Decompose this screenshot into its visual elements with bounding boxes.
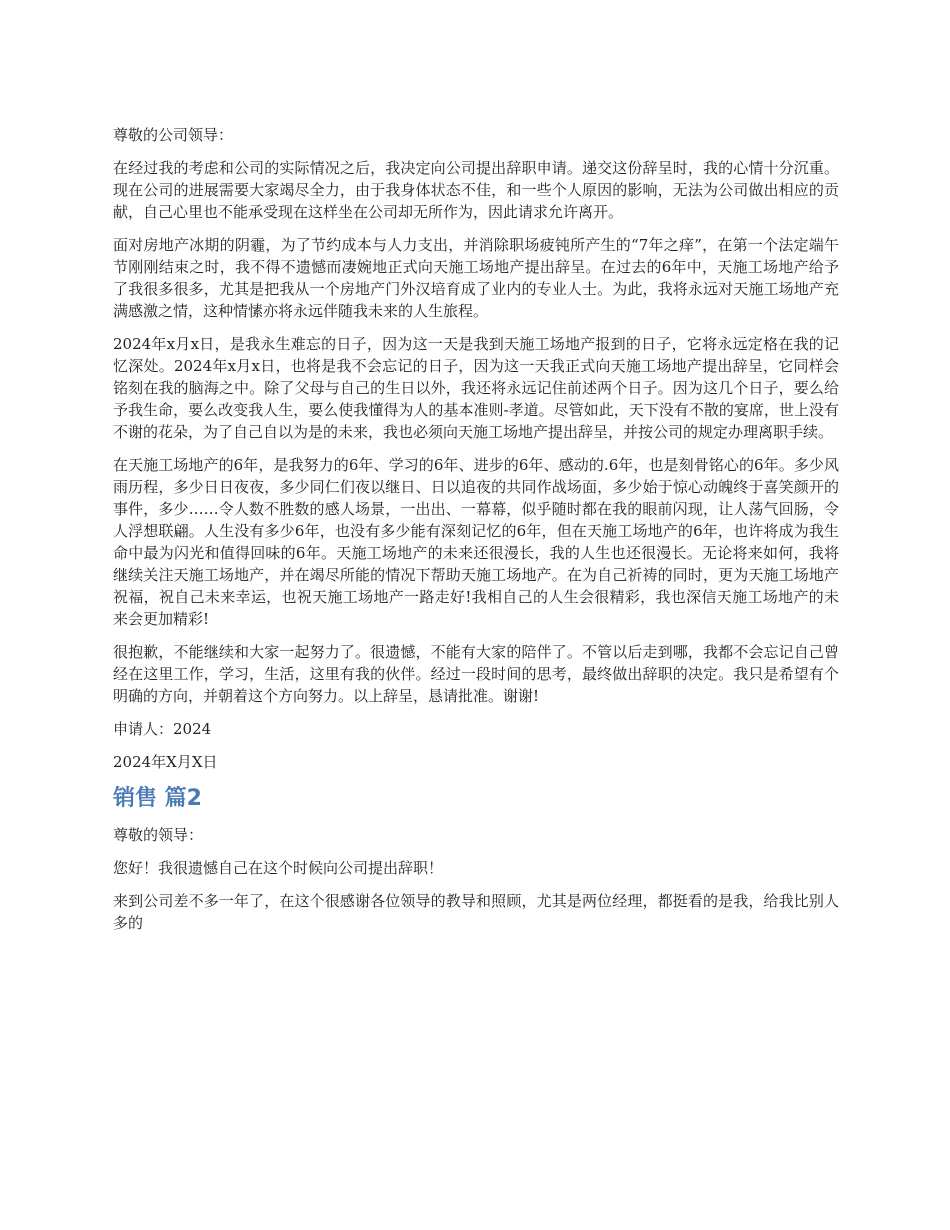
section2-paragraph-1: 您好！我很遗憾自己在这个时候向公司提出辞职！ [113,859,444,877]
paragraph-2: 面对房地产冰期的阴霾，为了节约成本与人力支出，并消除职场疲钝所产生的“7年之痒”，在第一个法定端午节刚刚结束之时，我不得不遗憾而凄婉地正式向天施工场地产提出辞呈。在过去的6年中，天施工场地产给予了我很多很多，尤其是把我从一个房地产门外汉培育成了业内的专业人士。为此，我将永远对天施工场地产充满感激之情，这种情愫亦将永远伴随我未来的人生旅程。 [113,236,839,320]
date-line: 2024年X月X日 [113,753,218,771]
paragraph-5: 很抱歉，不能继续和大家一起努力了。很遗憾，不能有大家的陪伴了。不管以后走到哪，我都不会忘记自己曾经在这里工作，学习，生活，这里有我的伙伴。经过一段时间的思考，最终做出辞职的决定。我只是希望有个明确的方向，并朝着这个方向努力。以上辞呈，恳请批准。谢谢! [113,643,839,705]
salutation: 尊敬的公司领导： [113,126,234,144]
section2-paragraph-2: 来到公司差不多一年了，在这个很感谢各位领导的教导和照顾，尤其是两位经理，都挺看的是我，给我比别人多的 [113,892,839,932]
paragraph-4: 在天施工场地产的6年，是我努力的6年、学习的6年、进步的6年、感动的.6年，也是刻骨铭心的6年。多少风雨历程，多少日日夜夜，多少同仁们夜以继日、日以追夜的共同作战场面，多少始于惊心动魄终于喜笑颜开的事件，多少……令人数不胜数的感人场景，一出出、一幕幕，似乎随时都在我的眼前闪现，让人荡气回肠，令人浮想联翩。人生没有多少6年，也没有多少能有深刻记忆的6年，但在天施工场地产的6年，也许将成为我生命中最为闪光和值得回味的6年。天施工场地产的未来还很漫长，我的人生也还很漫长。无论将来如何，我将继续关注天施工场地产，并在竭尽所能的情况下帮助天施工场地产。在为自己祈祷的同时，更为天施工场地产祝福，祝自己未来幸运，也祝天施工场地产一路走好!我相自己的人生会很精彩，我也深信天施工场地产的未来会更加精彩! [113,456,839,628]
section-heading: 销售 篇2 [113,786,202,811]
document-page [113,124,839,945]
paragraph-1: 在经过我的考虑和公司的实际情况之后，我决定向公司提出辞职申请。递交这份辞呈时，我的心情十分沉重。现在公司的进展需要大家竭尽全力，由于我身体状态不佳，和一些个人原因的影响，无法为公司做出相应的贡献，自己心里也不能承受现在这样坐在公司却无所作为，因此请求允许离开。 [113,159,839,221]
paragraph-3: 2024年x月x日，是我永生难忘的日子，因为这一天是我到天施工场地产报到的日子，它将永远定格在我的记忆深处。2024年x月x日，也将是我不会忘记的日子，因为这一天我正式向天施工场地产提出辞呈，它同样会铭刻在我的脑海之中。除了父母与自己的生日以外，我还将永远记住前述两个日子。因为这几个日子，要么给予我生命，要么改变我人生，要么使我懂得为人的基本准则-孝道。尽管如此，天下没有不散的宴席，世上没有不谢的花朵，为了自己自以为是的未来，我也必须向天施工场地产提出辞呈，并按公司的规定办理离职手续。 [113,335,839,441]
applicant-line: 申请人：2024 [113,720,212,738]
section2-salutation: 尊敬的领导： [113,826,204,844]
